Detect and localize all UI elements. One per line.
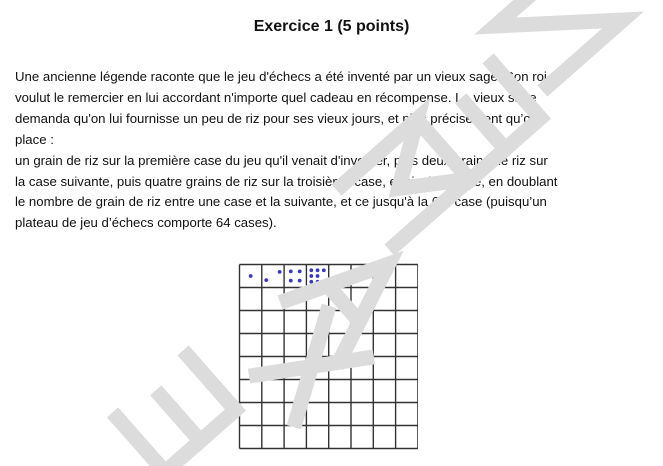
statement-line-8: plateau de jeu d’échecs comporte 64 cases). (15, 215, 277, 231)
superscript-e: e (446, 194, 451, 204)
chessboard-grid (238, 263, 418, 451)
statement-line-2: voulut le remercier en lui accordant n'importe quel cadeau en récompense. Le vieux sage (15, 89, 537, 105)
rice-grain (309, 280, 313, 284)
statement-line-5: un grain de riz sur la première case du jeu qu'il venait d'inventer, puis deux grains de riz sur (15, 152, 548, 168)
rice-grain (298, 270, 302, 274)
statement-line-7 (15, 192, 627, 213)
statement-line-4: place : (15, 131, 54, 147)
rice-grain (316, 268, 320, 272)
rice-grain (264, 278, 268, 282)
rice-grain (322, 268, 326, 272)
statement-line-7-end: case (puisqu’un (450, 194, 547, 210)
rice-grain (322, 280, 326, 284)
exercise-title: Exercice 1 (5 points) (253, 18, 410, 35)
rice-grain (289, 270, 293, 274)
watermark-letter-e (118, 356, 236, 466)
watermark-letter-e-bar (161, 396, 201, 441)
statement-line-7-text: le nombre de grain de riz entre une case et la suivante, et ce jusqu'à la 64 (15, 194, 447, 210)
statement-line-1: Une ancienne légende raconte que le jeu d'échecs a été inventé par un vieux sage. Son roi (15, 69, 547, 84)
statement-line-3: demanda qu'on lui fournisse un peu de riz pour ses vieux jours, et plus précisément qu’on (15, 110, 538, 126)
rice-grain (289, 279, 293, 283)
rice-grain (309, 274, 313, 278)
rice-grain (298, 279, 302, 283)
rice-grain (316, 274, 320, 278)
rice-grain (309, 268, 313, 272)
exercise-statement (15, 67, 627, 234)
statement-line-6: la case suivante, puis quatre grains de riz sur la troisième case, et ainsi de suite, en doublant (15, 173, 558, 189)
rice-grain (316, 280, 320, 284)
rice-grain (278, 270, 282, 274)
rice-grain (249, 274, 253, 278)
